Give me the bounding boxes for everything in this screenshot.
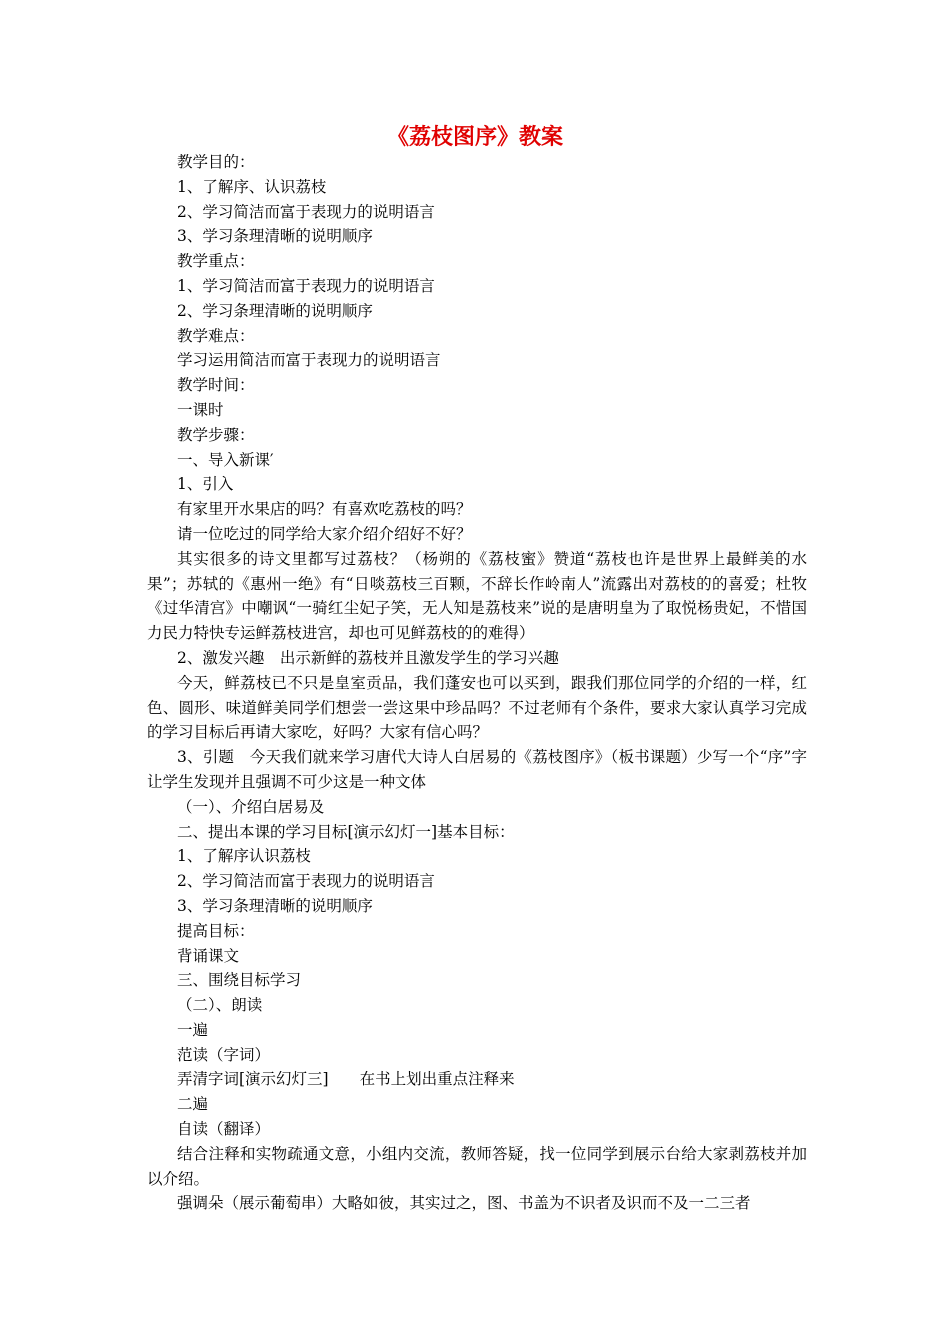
document-body — [147, 150, 807, 1216]
body-line: 2、激发兴趣 出示新鲜的荔枝并且激发学生的学习兴趣 — [177, 648, 559, 667]
body-line: 3、学习条理清晰的说明顺序 — [177, 227, 373, 246]
body-line: （二）、朗读 — [177, 996, 263, 1015]
body-line: 学习运用简洁而富于表现力的说明语言 — [177, 351, 441, 370]
body-paragraph: 今天，鲜荔枝已不只是皇室贡品，我们蓬安也可以买到，跟我们那位同学的介绍的一样，红色、圆形、味道鲜美同学们想尝一尝这果中珍品吗？不过老师有个条件，要求大家认真学习完成的学习目标后再请大家吃，好吗？大家有信心吗？ — [147, 673, 807, 742]
body-line: 1、学习简洁而富于表现力的说明语言 — [177, 276, 435, 295]
body-line: 有家里开水果店的吗？有喜欢吃荔枝的吗？ — [177, 500, 472, 519]
body-line: 1、引入 — [177, 475, 234, 494]
body-line: （一）、介绍白居易及 — [177, 797, 325, 816]
body-paragraph: 3、引题 今天我们就来学习唐代大诗人白居易的《荔枝图序》（板书课题）少写一个“序”字让学生发现并且强调不可少这是一种文体 — [147, 748, 807, 791]
body-paragraph: 强调朵（展示葡萄串）大略如彼，其实过之，图、书盖为不识者及识而不及一二三者 — [177, 1194, 751, 1213]
body-line: 1、了解序、认识荔枝 — [177, 177, 327, 196]
body-line: 教学重点： — [177, 252, 255, 271]
body-line: 一遍 — [177, 1020, 209, 1039]
body-line: 教学目的： — [177, 153, 255, 171]
body-line: 教学步骤： — [177, 425, 255, 444]
body-line: 弄清字词[演示幻灯三] 在书上划出重点注释来 — [177, 1070, 515, 1089]
body-line: 2、学习简洁而富于表现力的说明语言 — [177, 872, 435, 891]
body-line: 3、学习条理清晰的说明顺序 — [177, 896, 373, 915]
body-line: 三、围绕目标学习 — [177, 971, 302, 990]
body-line: 自读（翻译） — [177, 1120, 271, 1139]
body-line: 一、导入新课′ — [177, 450, 274, 469]
body-line: 一课时 — [177, 400, 224, 419]
body-line: 1、了解序认识荔枝 — [177, 847, 311, 866]
document-title: 《荔枝图序》教案 — [386, 124, 563, 150]
body-line: 教学难点： — [177, 326, 255, 345]
body-line: 请一位吃过的同学给大家介绍介绍好不好？ — [177, 524, 472, 543]
body-line: 教学时间： — [177, 376, 255, 395]
body-line: 提高目标： — [177, 921, 255, 940]
body-line: 2、学习条理清晰的说明顺序 — [177, 301, 373, 320]
body-line: 2、学习简洁而富于表现力的说明语言 — [177, 202, 435, 221]
body-line: 背诵课文 — [177, 946, 240, 965]
body-line: 范读（字词） — [177, 1045, 271, 1064]
body-paragraph: 结合注释和实物疏通文意，小组内交流，教师答疑，找一位同学到展示台给大家剥荔枝并加以介绍。 — [147, 1144, 807, 1188]
body-line: 二、提出本课的学习目标[演示幻灯一]基本目标： — [177, 822, 515, 841]
body-paragraph: 其实很多的诗文里都写过荔枝？（杨朔的《荔枝蜜》赞道“荔枝也许是世界上最鲜美的水果”；苏轼的《惠州一绝》有“日啖荔枝三百颗，不辞长作岭南人”流露出对荔枝的的喜爱；杜牧《过华清宫》中嘲讽“一骑红尘妃子笑，无人知是荔枝来”说的是唐明皇为了取悦杨贵妃，不惜国力民力特快专运鲜荔枝进宫，却也可见鲜荔枝的的难得） — [147, 549, 807, 643]
body-line: 二遍 — [177, 1095, 209, 1114]
